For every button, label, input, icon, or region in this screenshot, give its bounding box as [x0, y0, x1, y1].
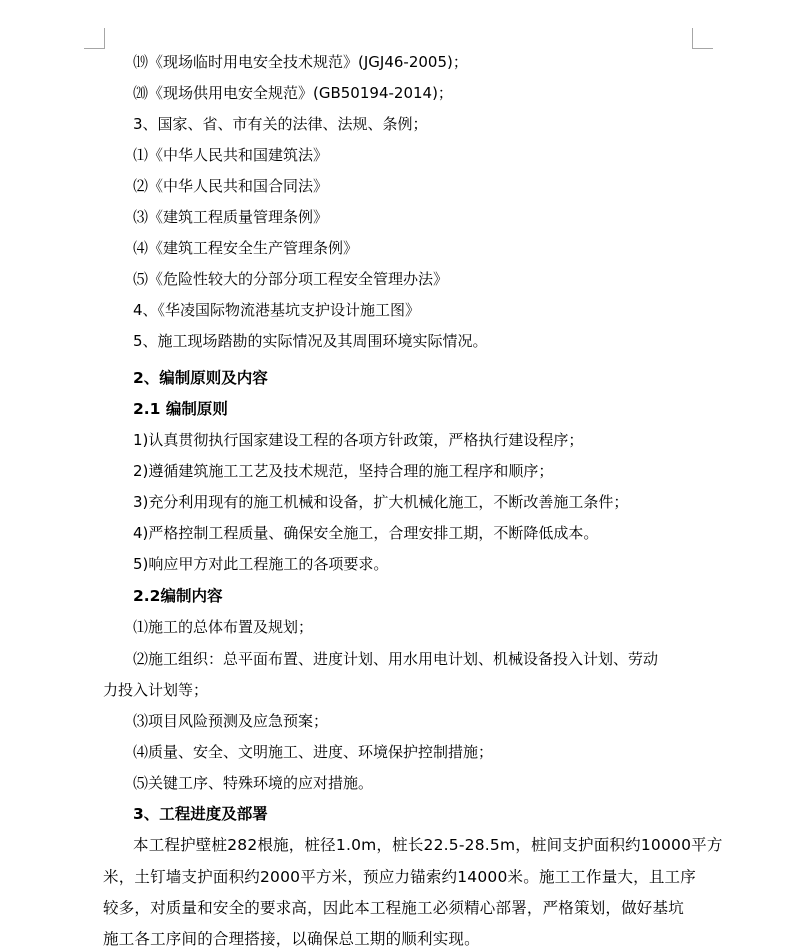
text-line: 3)充分利用现有的施工机械和设备，扩大机械化施工，不断改善施工条件； — [133, 493, 629, 511]
text-line: ⑶项目风险预测及应急预案； — [133, 712, 329, 730]
text-line: ⒇《现场供用电安全规范》(GB50194-2014)； — [133, 84, 453, 102]
text-line: 2)遵循建筑施工工艺及技术规范，坚持合理的施工程序和顺序； — [133, 462, 554, 480]
section-heading: 3、工程进度及部署 — [133, 805, 268, 823]
text-line: ⒆《现场临时用电安全技术规范》(JGJ46-2005)； — [133, 53, 468, 71]
text-line: 5)响应甲方对此工程施工的各项要求。 — [133, 555, 389, 573]
paragraph-line: 较多，对质量和安全的要求高，因此本工程施工必须精心部署，严格策划，做好基坑 — [103, 899, 684, 917]
paragraph-line: 本工程护壁桩282根施，桩径1.0m，桩长22.5-28.5m，桩间支护面积约10000平方 — [133, 836, 723, 854]
text-line: 3、国家、省、市有关的法律、法规、条例； — [133, 115, 428, 133]
text-line: 5、施工现场踏勘的实际情况及其周围环境实际情况。 — [133, 332, 488, 350]
text-line: 4、《华凌国际物流港基坑支护设计施工图》 — [133, 301, 421, 319]
text-line: ⑵施工组织：总平面布置、进度计划、用水用电计划、机械设备投入计划、劳动 — [133, 650, 659, 668]
section-heading: 2、编制原则及内容 — [133, 369, 268, 387]
corner-mark-top-right — [692, 28, 713, 49]
text-line: 4)严格控制工程质量、确保安全施工，合理安排工期，不断降低成本。 — [133, 524, 599, 542]
text-line: ⑸《危险性较大的分部分项工程安全管理办法》 — [133, 270, 449, 288]
paragraph-line: 米，土钉墙支护面积约2000平方米，预应力锚索约14000米。施工工作量大，且工序 — [103, 868, 696, 886]
text-line: ⑷《建筑工程安全生产管理条例》 — [133, 239, 359, 257]
paragraph-line: 施工各工序间的合理搭接，以确保总工期的顺利实现。 — [103, 930, 480, 948]
text-line: ⑵《中华人民共和国合同法》 — [133, 177, 329, 195]
corner-mark-top-left — [84, 28, 105, 49]
text-line: ⑸关键工序、特殊环境的应对措施。 — [133, 774, 374, 792]
text-line: 力投入计划等； — [103, 681, 209, 699]
text-line: ⑴施工的总体布置及规划； — [133, 618, 314, 636]
subsection-heading: 2.1 编制原则 — [133, 400, 228, 418]
text-line: ⑶《建筑工程质量管理条例》 — [133, 208, 329, 226]
text-line: ⑷质量、安全、文明施工、进度、环境保护控制措施； — [133, 743, 494, 761]
text-line: ⑴《中华人民共和国建筑法》 — [133, 146, 329, 164]
text-line: 1)认真贯彻执行国家建设工程的各项方针政策，严格执行建设程序； — [133, 431, 584, 449]
subsection-heading: 2.2编制内容 — [133, 587, 223, 605]
